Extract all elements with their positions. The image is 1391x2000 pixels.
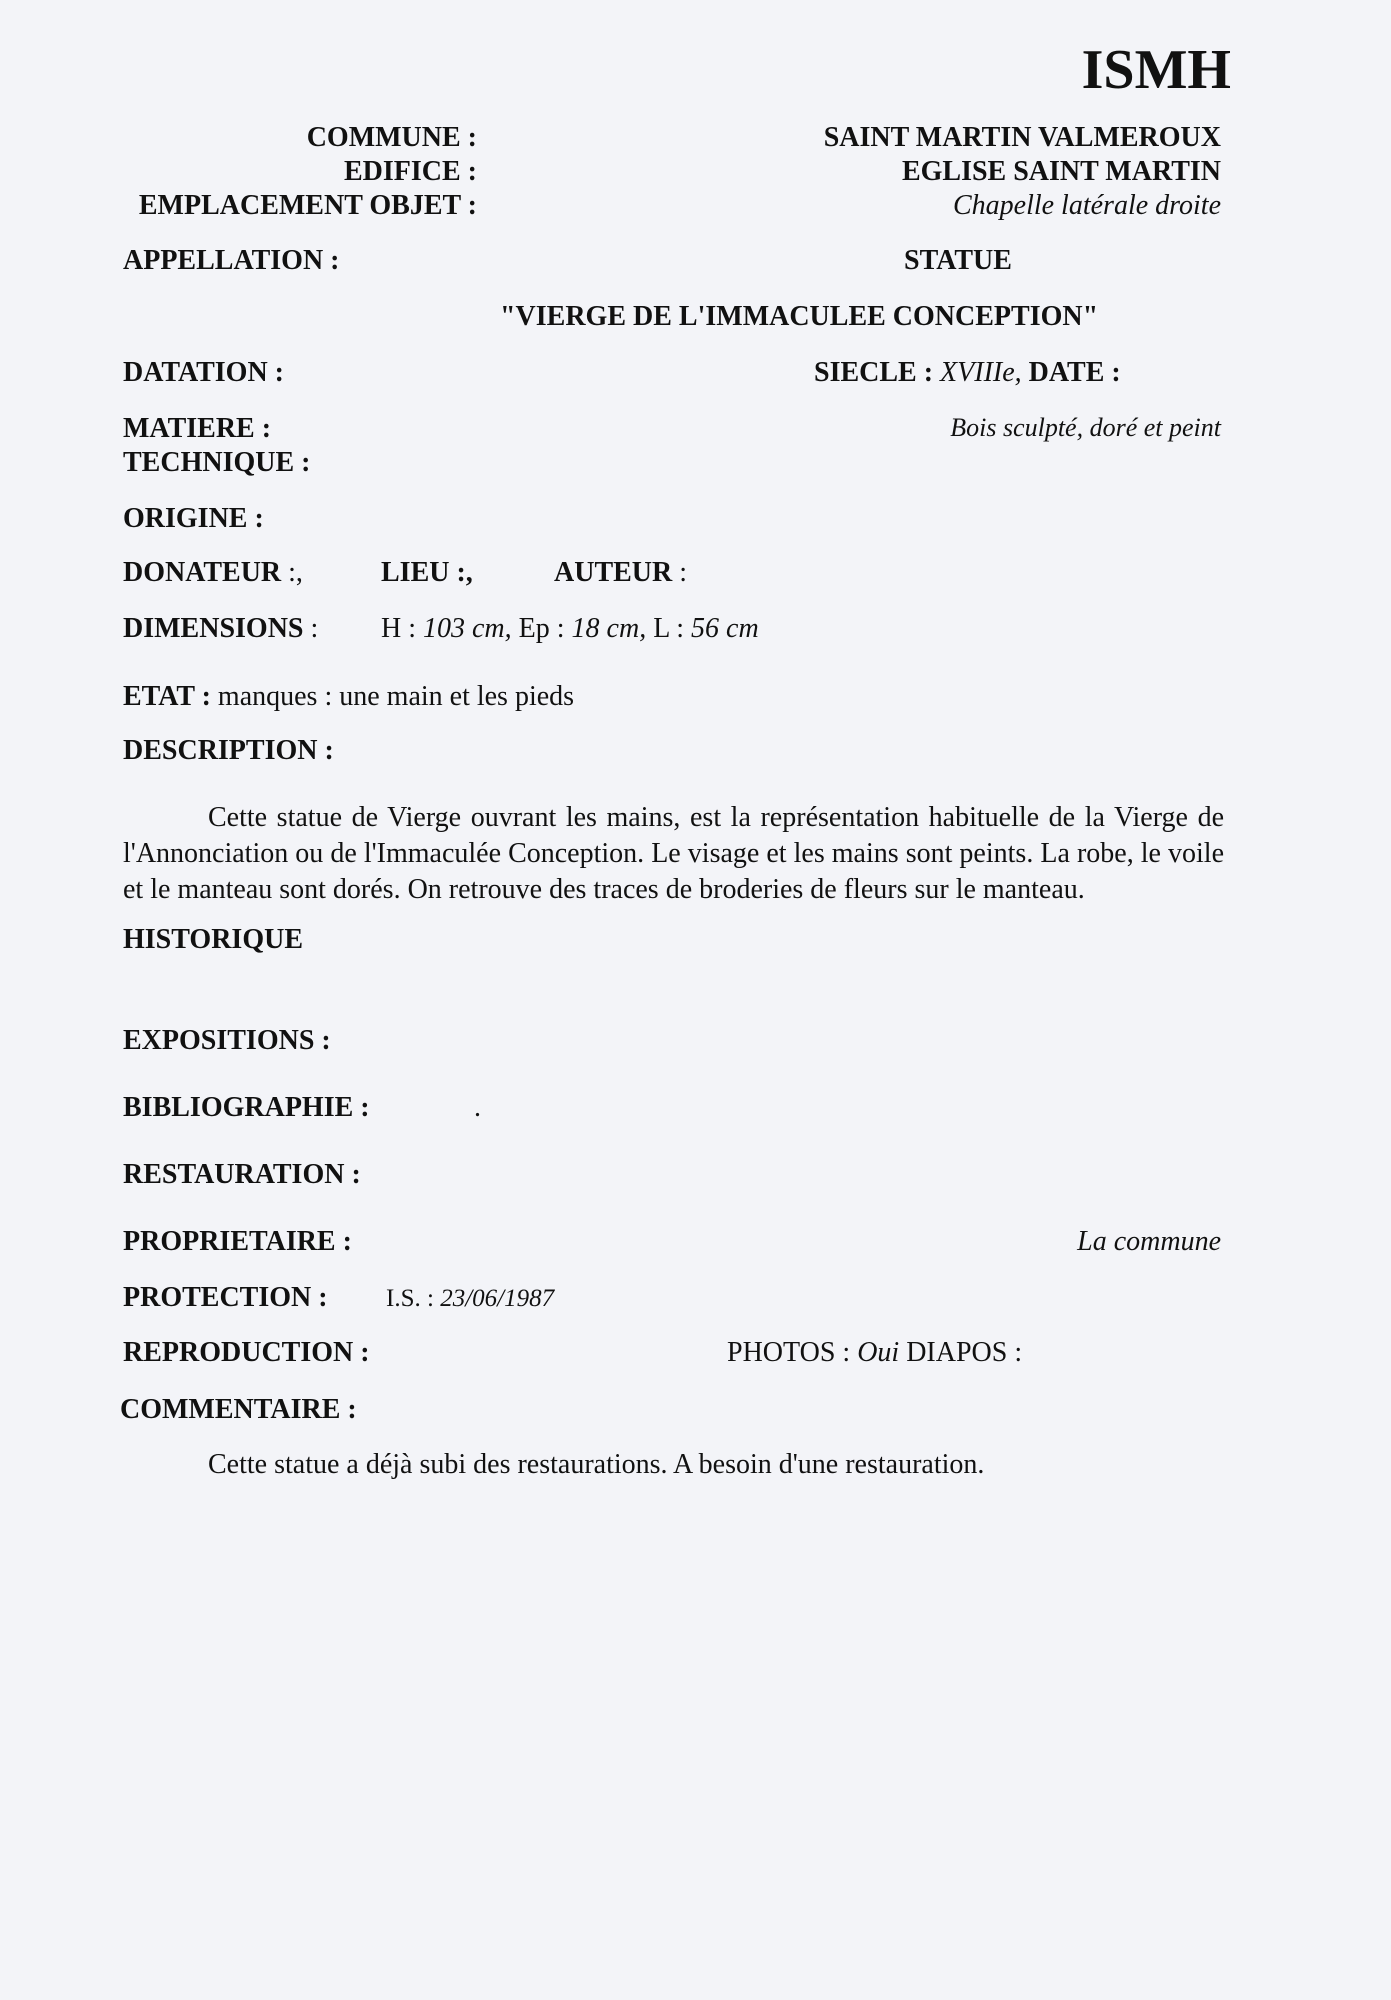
commune-value: SAINT MARTIN VALMEROUX: [823, 122, 1221, 153]
date-label: DATE :: [1028, 357, 1121, 388]
dimensions-group: [123, 615, 318, 643]
proprietaire-value: La commune: [1077, 1226, 1221, 1257]
dimensions-suffix: :: [303, 613, 319, 644]
protection-label: PROTECTION :: [123, 1282, 328, 1313]
etat-value: manques : une main et les pieds: [217, 681, 575, 712]
proprietaire-label: PROPRIETAIRE :: [123, 1226, 352, 1257]
matiere-value: Bois sculpté, doré et peint: [950, 413, 1221, 442]
auteur-label: AUTEUR: [554, 557, 673, 588]
edifice-label: EDIFICE :: [343, 156, 477, 187]
lieu-label: LIEU :,: [381, 557, 473, 588]
donateur-group: [123, 559, 303, 587]
commentaire-label: COMMENTAIRE :: [120, 1394, 357, 1425]
donateur-suffix: :,: [281, 557, 303, 588]
matiere-label: MATIERE :: [123, 413, 272, 444]
etat-label: ETAT :: [123, 681, 211, 712]
historique-label: HISTORIQUE: [123, 924, 303, 955]
donateur-label: DONATEUR: [123, 557, 282, 588]
diapos-label: DIAPOS :: [906, 1337, 1023, 1368]
description-label: DESCRIPTION :: [123, 735, 334, 766]
photos-value: Oui: [857, 1337, 900, 1368]
protection-value-group: [386, 1286, 554, 1311]
restauration-label: RESTAURATION :: [123, 1159, 361, 1190]
commentaire-text: Cette statue a déjà subi des restaurations. A besoin d'une restauration.: [208, 1449, 985, 1480]
siecle-value: XVIIIe,: [940, 357, 1022, 388]
photos-label: PHOTOS :: [727, 1337, 851, 1368]
bibliographie-label: BIBLIOGRAPHIE :: [123, 1092, 370, 1123]
expositions-label: EXPOSITIONS :: [123, 1025, 331, 1056]
height-label: H :: [381, 613, 416, 644]
datation-label: DATATION :: [123, 357, 284, 388]
auteur-group: [554, 559, 687, 587]
emplacement-value: Chapelle latérale droite: [952, 190, 1221, 221]
description-text: Cette statue de Vierge ouvrant les mains, est la représentation habituelle de la Vierge de l'Annonciation ou de l'Immaculée Conception. Le visage et les mains sont peints. La robe, le voile et le manteau sont dorés. On retrouve des traces de broderies de fleurs sur le manteau.: [123, 802, 1224, 905]
length-label: L :: [653, 613, 685, 644]
appellation-label: APPELLATION :: [123, 245, 340, 276]
origine-label: ORIGINE :: [123, 503, 264, 534]
siecle-label: SIECLE :: [814, 357, 934, 388]
bibliographie-value: .: [474, 1092, 481, 1123]
protection-is-label: I.S. :: [386, 1285, 434, 1312]
siecle-group: [814, 359, 1121, 387]
height-value: 103 cm,: [423, 613, 512, 644]
reproduction-group: [727, 1339, 1022, 1367]
edifice-value: EGLISE SAINT MARTIN: [901, 156, 1221, 187]
auteur-suffix: :: [672, 557, 688, 588]
emplacement-label: EMPLACEMENT OBJET :: [138, 190, 477, 221]
commune-label: COMMUNE :: [306, 122, 477, 153]
depth-value: 18 cm,: [571, 613, 647, 644]
reproduction-label: REPRODUCTION :: [123, 1337, 370, 1368]
dimensions-label: DIMENSIONS: [123, 613, 304, 644]
sheet-code: ISMH: [1081, 39, 1231, 101]
appellation-value: STATUE: [904, 245, 1012, 276]
technique-label: TECHNIQUE :: [123, 447, 311, 478]
depth-label: Ep :: [518, 613, 565, 644]
dimensions-values: [381, 615, 759, 643]
appellation-title: "VIERGE DE L'IMMACULEE CONCEPTION": [500, 301, 1099, 332]
protection-is-value: 23/06/1987: [440, 1285, 555, 1312]
length-value: 56 cm: [691, 613, 759, 644]
etat-group: [123, 683, 574, 711]
